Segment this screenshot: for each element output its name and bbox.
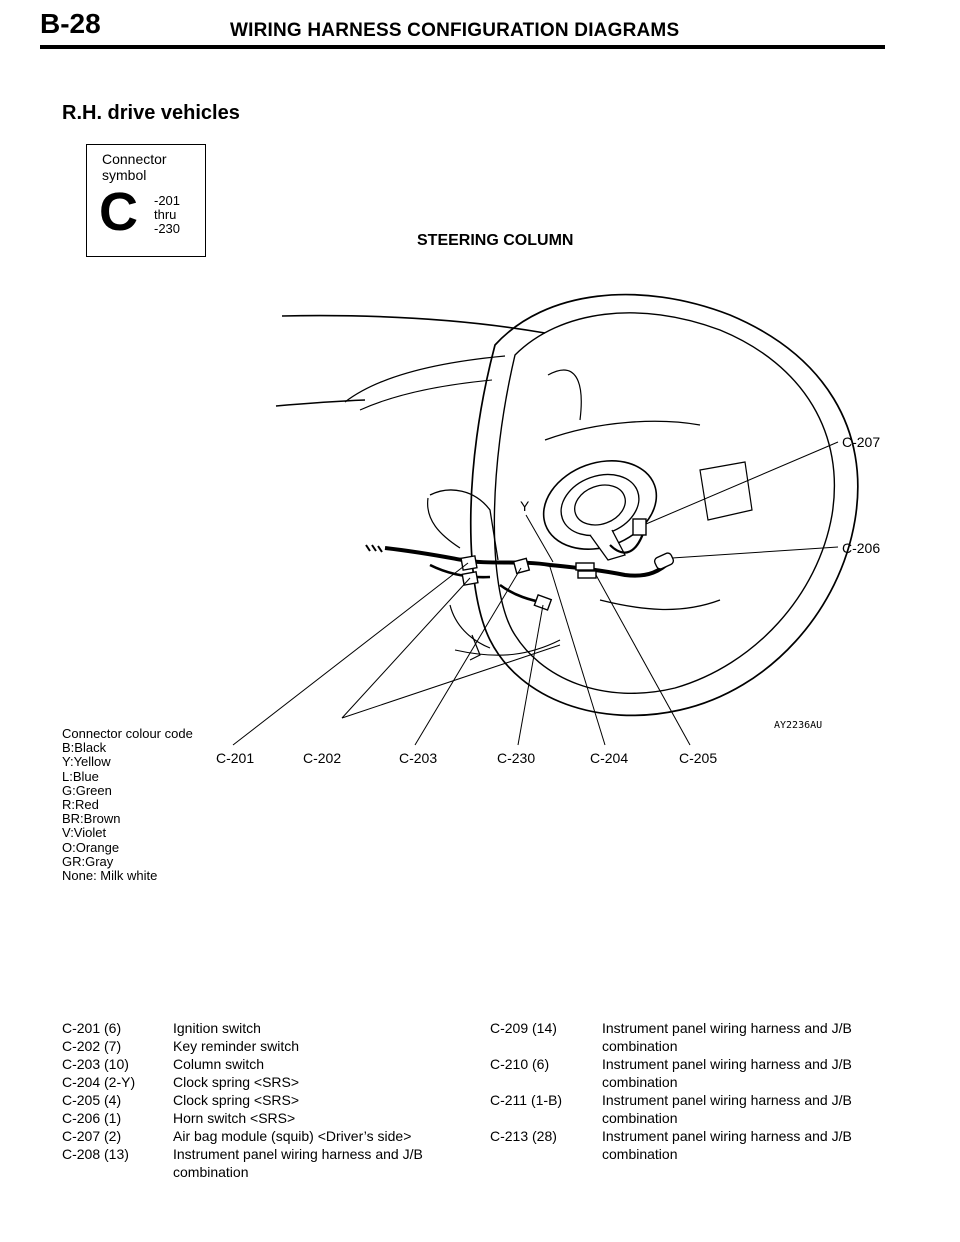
connector-symbol-letter: C bbox=[99, 182, 138, 242]
clock-spring-inner bbox=[569, 478, 631, 531]
colour-code-item: Y:Yellow bbox=[62, 754, 111, 770]
connector-label-c206: C-206 bbox=[842, 540, 881, 556]
legend-code: C-205 (4) bbox=[62, 1092, 122, 1108]
connector-range-line2: thru bbox=[154, 207, 177, 222]
legend-row bbox=[62, 1037, 482, 1055]
clock-spring-tab bbox=[590, 530, 625, 560]
connector-label-c203: C-203 bbox=[399, 750, 438, 766]
column-shroud bbox=[430, 490, 498, 560]
connector-label-c201: C-201 bbox=[216, 750, 255, 766]
connector-label-c230: C-230 bbox=[497, 750, 536, 766]
legend-desc-continued: combination bbox=[602, 1038, 678, 1054]
page-number: B-28 bbox=[40, 8, 101, 39]
legend-desc: Instrument panel wiring harness and J/B bbox=[173, 1146, 423, 1162]
legend-row bbox=[62, 1109, 482, 1127]
colour-code-item: O:Orange bbox=[62, 839, 120, 855]
legend-code: C-210 (6) bbox=[490, 1056, 550, 1072]
legend-desc: Horn switch <SRS> bbox=[173, 1110, 296, 1126]
legend-desc-continued: combination bbox=[602, 1074, 678, 1090]
legend-desc-continued: combination bbox=[173, 1164, 249, 1180]
legend-code: C-211 (1-B) bbox=[490, 1092, 563, 1108]
legend-desc-continued: combination bbox=[602, 1110, 678, 1126]
legend-row bbox=[62, 1091, 482, 1109]
legend-code: C-208 (13) bbox=[62, 1146, 129, 1162]
connector-c207-body bbox=[633, 519, 646, 535]
colour-code-item: GR:Gray bbox=[62, 853, 114, 869]
legend-desc: Instrument panel wiring harness and J/B bbox=[602, 1056, 852, 1072]
leader-c203 bbox=[415, 568, 521, 745]
connector-label-c207: C-207 bbox=[842, 434, 881, 450]
leader-y-mark bbox=[526, 515, 553, 562]
legend-row bbox=[62, 1145, 482, 1181]
legend-code: C-203 (10) bbox=[62, 1056, 129, 1072]
legend-desc: Column switch bbox=[173, 1056, 265, 1072]
legend-row bbox=[62, 1019, 482, 1037]
legend-row bbox=[62, 1055, 482, 1073]
legend-code: C-204 (2-Y) bbox=[62, 1074, 136, 1090]
legend-desc: Key reminder switch bbox=[173, 1038, 300, 1054]
colour-code-item: G:Green bbox=[62, 782, 112, 798]
connector-colour-code bbox=[62, 727, 193, 883]
colour-code-item: B:Black bbox=[62, 740, 107, 756]
leader-c205 bbox=[596, 575, 690, 745]
figure-reference-code: AY2236AU bbox=[774, 720, 823, 731]
diagram-title: STEERING COLUMN bbox=[417, 232, 574, 249]
colour-code-title: Connector colour code bbox=[62, 726, 193, 741]
colour-code-item: R:Red bbox=[62, 797, 99, 813]
dashboard-contour bbox=[345, 356, 505, 402]
connector-range-line3: -230 bbox=[154, 221, 181, 236]
connector-label-c205: C-205 bbox=[679, 750, 718, 766]
legend-row bbox=[62, 1073, 482, 1091]
legend-code: C-206 (1) bbox=[62, 1110, 122, 1126]
legend-desc: Air bag module (squib) <Driver’s side> bbox=[173, 1128, 412, 1144]
legend-row bbox=[62, 1127, 482, 1145]
leader-c201 bbox=[233, 563, 468, 745]
colour-code-item: V:Violet bbox=[62, 825, 107, 841]
legend-code: C-213 (28) bbox=[490, 1128, 557, 1144]
leader-c230 bbox=[518, 605, 543, 745]
connector-c204-body bbox=[576, 563, 594, 570]
leader-c206 bbox=[672, 547, 838, 558]
legend-desc: Clock spring <SRS> bbox=[173, 1074, 300, 1090]
legend-row bbox=[490, 1127, 890, 1163]
leader-c204 bbox=[550, 567, 605, 745]
column-underside bbox=[455, 640, 560, 655]
legend-desc: Instrument panel wiring harness and J/B bbox=[602, 1020, 852, 1036]
wheel-spoke-lower bbox=[600, 600, 720, 609]
dashboard-contour-2 bbox=[360, 380, 492, 410]
legend-row bbox=[490, 1055, 890, 1091]
wheel-spoke-upper bbox=[545, 421, 700, 440]
legend-desc: Ignition switch bbox=[173, 1020, 261, 1036]
legend-desc: Instrument panel wiring harness and J/B bbox=[602, 1092, 852, 1108]
harness-end-marks bbox=[366, 545, 382, 552]
connector-label-c204: C-204 bbox=[590, 750, 629, 766]
legend-code: C-207 (2) bbox=[62, 1128, 122, 1144]
dashboard-line-top bbox=[282, 316, 545, 333]
wheel-pad-left bbox=[548, 370, 581, 420]
colour-code-item: None: Milk white bbox=[62, 868, 158, 884]
legend-code: C-202 (7) bbox=[62, 1038, 122, 1054]
connector-c201-body bbox=[461, 556, 477, 570]
dashboard-line-lower bbox=[276, 400, 365, 406]
connector-range-line1: -201 bbox=[154, 193, 181, 208]
legend-desc-continued: combination bbox=[602, 1146, 678, 1162]
wheel-pad-right bbox=[700, 462, 752, 520]
legend-desc: Clock spring <SRS> bbox=[173, 1092, 300, 1108]
connector-symbol-label-line2: symbol bbox=[102, 167, 147, 183]
connector-label-c202: C-202 bbox=[303, 750, 342, 766]
page-title: WIRING HARNESS CONFIGURATION DIAGRAMS bbox=[230, 20, 680, 41]
colour-code-item: BR:Brown bbox=[62, 811, 121, 827]
legend-code: C-209 (14) bbox=[490, 1020, 557, 1036]
legend-desc: Instrument panel wiring harness and J/B bbox=[602, 1128, 852, 1144]
column-shroud-2 bbox=[428, 498, 460, 548]
connector-symbol-label-line1: Connector bbox=[102, 151, 167, 167]
legend-row bbox=[490, 1019, 890, 1055]
connector-c203-body bbox=[514, 558, 530, 573]
wire-colour-mark-y: Y bbox=[520, 498, 530, 514]
legend-code: C-201 (6) bbox=[62, 1020, 122, 1036]
wire-harness-branch bbox=[430, 565, 490, 577]
connector-c205-body bbox=[578, 571, 596, 578]
section-title: R.H. drive vehicles bbox=[62, 102, 240, 124]
legend-row bbox=[490, 1091, 890, 1127]
colour-code-item: L:Blue bbox=[62, 768, 99, 784]
connector-c206-body bbox=[653, 552, 674, 570]
